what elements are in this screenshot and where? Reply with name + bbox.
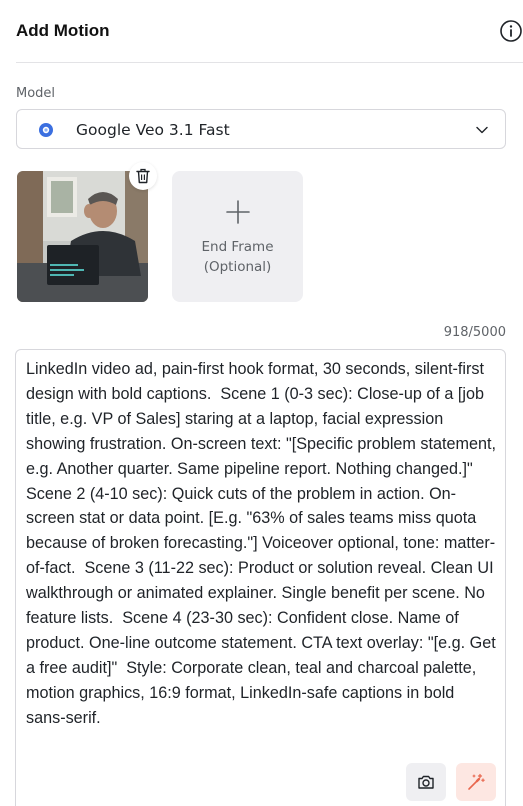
camera-icon <box>417 773 435 791</box>
plus-icon <box>226 200 250 224</box>
model-select[interactable] <box>16 109 506 149</box>
camera-button[interactable] <box>406 763 446 801</box>
start-frame-thumbnail[interactable] <box>17 171 148 302</box>
start-frame-image <box>17 171 148 302</box>
chevron-down-icon <box>475 123 489 137</box>
google-veo-icon <box>38 122 54 138</box>
end-frame-label-line1: End Frame <box>201 239 274 255</box>
header-divider <box>16 62 523 63</box>
end-frame-upload[interactable] <box>172 171 303 302</box>
end-frame-label-line2: (Optional) <box>203 259 272 275</box>
page-title: Add Motion <box>16 21 110 40</box>
prompt-textarea[interactable] <box>15 349 506 806</box>
header <box>16 16 523 46</box>
magic-wand-icon <box>467 773 485 791</box>
model-label: Model <box>16 86 56 101</box>
delete-start-frame-button[interactable] <box>129 162 157 190</box>
info-circle-icon[interactable] <box>499 19 523 43</box>
trash-icon <box>136 168 150 184</box>
prompt-text[interactable]: LinkedIn video ad, pain-first hook format, 30 seconds, silent-first design with bold captions. Scene 1 (0-3 sec): Close-up of a [job title, e.g. VP of Sales] staring at a laptop, facial expression showing frustration. On-screen text: "[Specific problem statement, e.g. Another quarter. Same pipeline report. Nothing changed.]" Scene 2 (4-10 sec): Quick cuts of the problem in action. On-screen stat or data point. [E.g. "63% of sales teams miss quota because of broken forecasting."] Voiceover optional, tone: matter-of-fact. Scene 3 (11-22 sec): Product or solution reveal. Clean UI walkthrough or animated explainer. Single benefit per scene. No feature lists. Scene 4 (23-30 sec): Confident close. Name of product. One-line outcome statement. CTA text overlay: "[e.g. Get a free audit]" Style: Corporate clean, teal and charcoal palette, motion graphics, 16:9 format, LinkedIn-safe captions in bold sans-serif. <box>26 360 501 727</box>
character-counter: 918/5000 <box>443 325 506 340</box>
enhance-prompt-button[interactable] <box>456 763 496 801</box>
end-frame-label <box>172 237 303 277</box>
model-select-value: Google Veo 3.1 Fast <box>76 121 230 139</box>
